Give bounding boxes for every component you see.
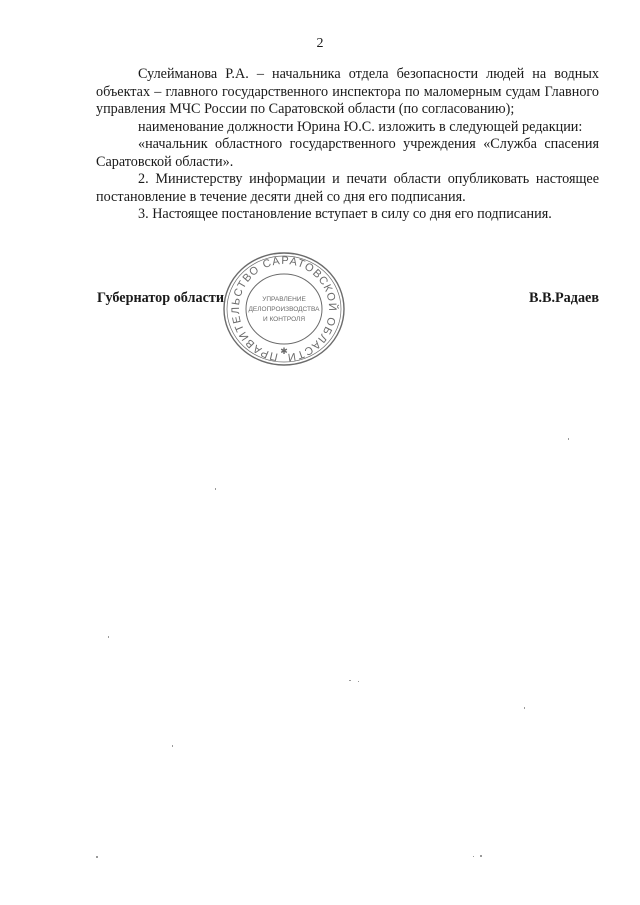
scan-speck [349,680,351,681]
scan-speck [473,856,474,857]
scan-speck [96,856,98,858]
signature-block [97,290,599,310]
paragraph-item-2: 2. Министерству информации и печати области опубликовать настоящее постановление в течение десяти дней со дня его подписания. [96,171,599,205]
paragraph-suleymanov: Сулейманова Р.А. – начальника отдела безопасности людей на водных объектах – главного государственного инспектора по маломерным судам Главного управления МЧС России по Саратовской области (по согласованию); [96,66,599,117]
scan-speck [358,681,359,682]
paragraph-position-change: наименование должности Юрина Ю.С. изложить в следующей редакции: [138,118,583,135]
stamp-inner-line-1: УПРАВЛЕНИЕ [262,296,306,303]
stamp-inner-line-2: ДЕЛОПРОИЗВОДСТВА [248,306,320,313]
paragraph-new-position: «начальник областного государственного учреждения «Служба спасения Саратовской области». [96,136,599,170]
scan-speck [215,488,216,490]
scan-speck [480,855,482,857]
page-number: 2 [316,36,324,51]
scan-speck [524,707,525,709]
stamp-star-icon: ✱ [280,347,288,357]
signatory-title: Губернатор области [97,290,225,306]
stamp-outer-text: ПРАВИТЕЛЬСТВО САРАТОВСКОЙ ОБЛАСТИ [229,254,339,364]
scan-speck [108,636,109,638]
scan-speck [172,745,173,747]
official-seal-stamp [221,250,347,368]
signatory-name: В.В.Радаев [528,290,599,306]
paragraph-item-3: 3. Настоящее постановление вступает в силу со дня его подписания. [138,206,552,222]
stamp-inner-line-3: И КОНТРОЛЯ [262,316,306,323]
document-body [96,66,599,224]
scan-speck [568,438,569,440]
